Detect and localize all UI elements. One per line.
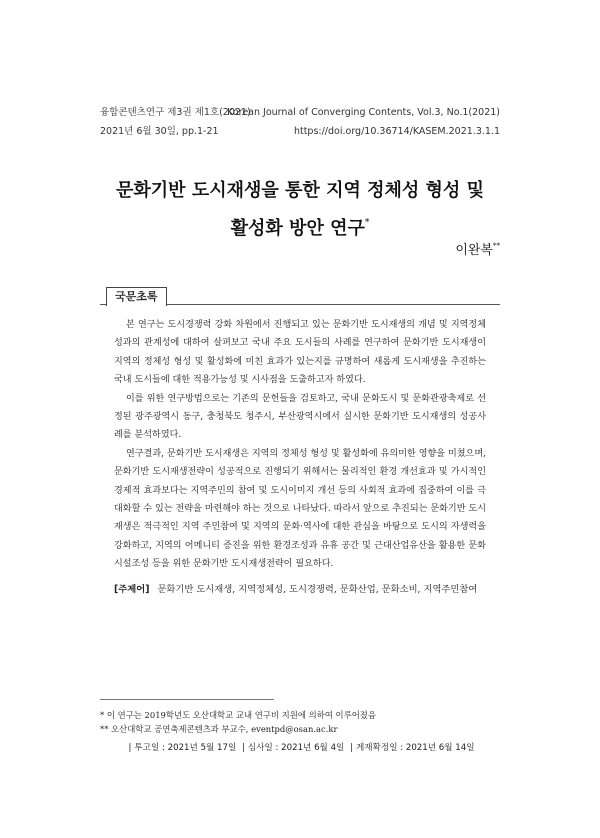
footnote-divider [100,699,274,700]
paper-title [60,175,540,245]
keywords-label: [주제어] [114,584,150,595]
abstract-paragraph-1: 본 연구는 도시경쟁력 강화 차원에서 진행되고 있는 문화기반 도시재생의 개념 및 지역정체성과의 관계성에 대하여 살펴보고 국내 주요 도시들의 사례를 연구하여 문화기반 도시재생이 지역의 정체성 형성 및 활성화에 미친 효과가 있는지를 규명하여 새롭게 도시재생을 추진하는 국내 도시들에 대한 적용가능성 및 시사점을 도출하고자 하였다. [114,320,486,386]
received-date: 투고일 : 2021년 5월 17일 [134,743,237,753]
title-line-2: 활성화 방안 연구* [230,218,370,239]
journal-name-ko: 융합콘텐츠연구 제3권 제1호(2021) [100,107,251,118]
submission-dates: | 투고일 : 2021년 5월 17일 | 심사일 : 2021년 6월 4일 | 게재확정일 : 2021년 6월 14일 [128,743,475,753]
journal-name-en: Korean Journal of Converging Contents, Vol.3, No.1(2021) [227,107,500,118]
abstract-label: 국문초록 [106,287,167,306]
reviewed-date: 심사일 : 2021년 6월 4일 [247,743,345,753]
abstract-paragraph-2: 이를 위한 연구방법으로는 기존의 문헌들을 검토하고, 국내 문화도시 및 문화관광축제로 선정된 광주광역시 동구, 충청북도 청주시, 부산광역시에서 실시한 문화기반 도시재생의 성공사례를 분석하였다. [114,393,486,441]
accepted-date: 게재확정일 : 2021년 6월 14일 [356,743,475,753]
publication-date-pages: 2021년 6월 30일, pp.1-21 [100,126,219,137]
author-footnote-mark: ** [493,242,500,250]
keywords [114,580,486,599]
footnote-1: * 이 연구는 2019학년도 오산대학교 교내 연구비 지원에 의하여 이루어졌음 [100,710,376,720]
header-right [227,103,500,141]
author [455,239,500,258]
title-footnote-mark: * [364,218,370,228]
keywords-text: 문화기반 도시재생, 지역정체성, 도시경쟁력, 문화산업, 문화소비, 지역주민참여 [157,584,478,595]
footnote-2: ** 오산대학교 공연축제콘텐츠과 부교수, eventpd@osan.ac.kr [100,724,338,734]
author-name: 이완복 [455,243,493,258]
title-line-1: 문화기반 도시재생을 통한 지역 정체성 형성 및 [116,180,484,201]
doi-link[interactable]: https://doi.org/10.36714/KASEM.2021.3.1.1 [293,126,500,137]
abstract-paragraph-3: 연구결과, 문화기반 도시재생은 지역의 정체성 형성 및 활성화에 유의미한 영향을 미쳤으며, 문화기반 도시재생전략이 성공적으로 진행되기 위해서는 물리적인 환경 개선효과 및 가시적인 경제적 효과보다는 지역주민의 참여 및 도시이미지 개선 등의 사회적 효과에 집중하여 이를 극대화할 수 있는 전략을 마련해야 하는 것으로 나타났다. 따라서 앞으로 추진되는 문화기반 도시재생은 적극적인 지역 주민참여 및 지역의 문화·역사에 대한 관심을 바탕으로 도시의 자생력을 강화하고, 지역의 어메니티 증진을 위한 환경조성과 유휴 공간 및 근대산업유산을 활용한 문화시설조성 등을 위한 문화기반 도시재생전략이 필요하다. [114,448,486,570]
abstract-body [114,316,486,574]
